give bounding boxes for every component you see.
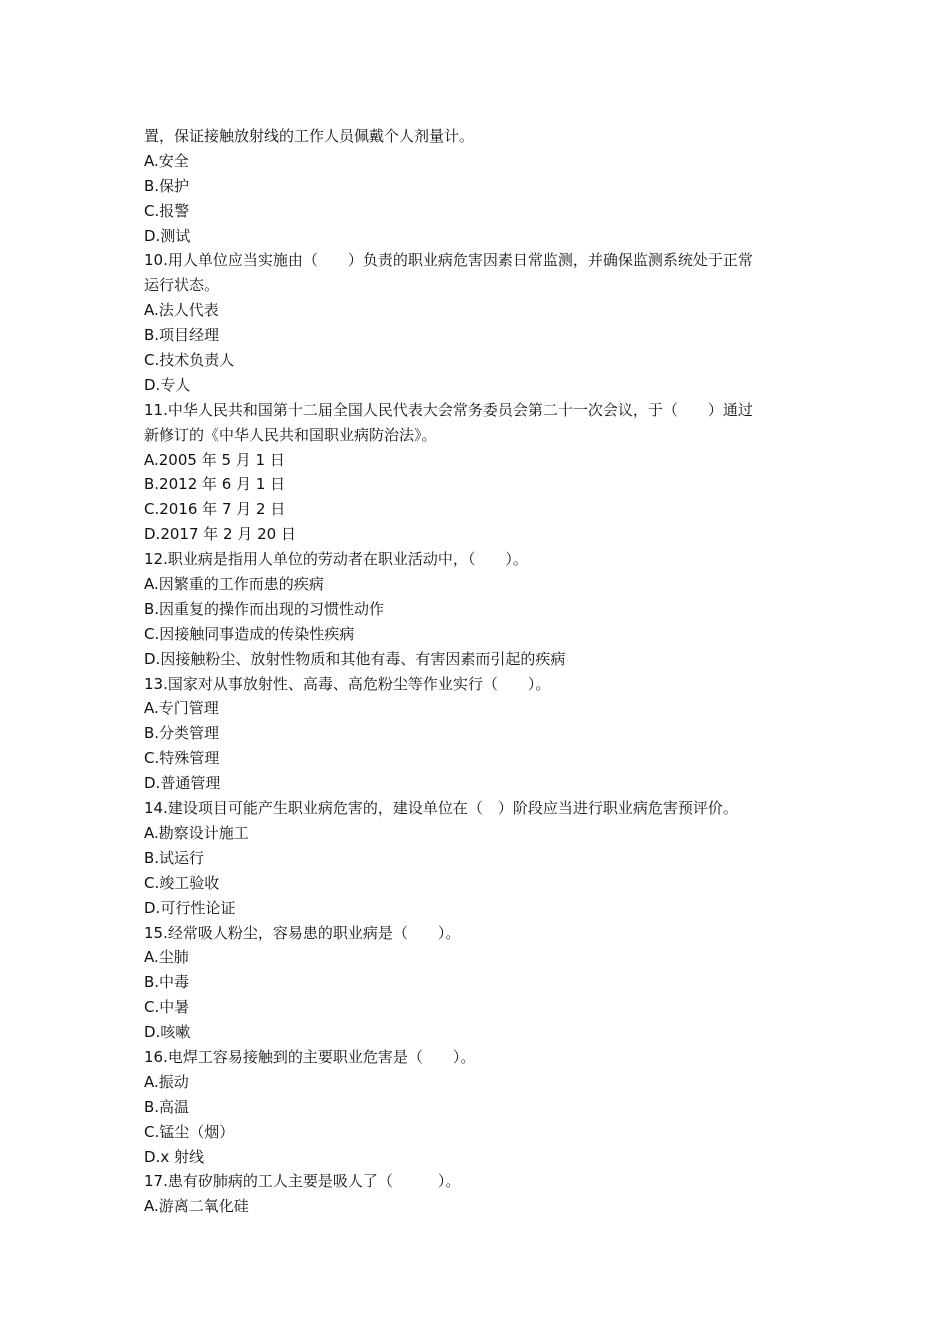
question-16-option-b: B.高温 xyxy=(144,1097,190,1116)
question-10-option-b: B.项目经理 xyxy=(144,326,220,345)
question-14-option-b: B.试运行 xyxy=(144,848,205,867)
question-10-stem-continuation: 运行状态。 xyxy=(144,276,220,295)
question-13-option-d: D.普通管理 xyxy=(144,774,221,793)
question-11-option-b: B.2012 年 6 月 1 日 xyxy=(144,475,286,494)
question-15-stem: 15.经常吸人粉尘，容易患的职业病是（ ）。 xyxy=(144,923,461,942)
question-11-option-c: C.2016 年 7 月 2 日 xyxy=(144,500,286,519)
question-12-option-b: B.因重复的操作而出现的习惯性动作 xyxy=(144,599,385,618)
question-14-option-a: A.勘察设计施工 xyxy=(144,823,249,842)
question-11-option-d: D.2017 年 2 月 20 日 xyxy=(144,525,296,544)
question-13-option-c: C.特殊管理 xyxy=(144,749,220,768)
question-16-option-c: C.锰尘（烟） xyxy=(144,1122,235,1141)
question-12-stem: 12.职业病是指用人单位的劳动者在职业活动中，（ ）。 xyxy=(144,550,528,569)
question-16-option-d: D.x 射线 xyxy=(144,1147,204,1166)
question-14-option-c: C.竣工验收 xyxy=(144,873,220,892)
question-11-option-a: A.2005 年 5 月 1 日 xyxy=(144,450,285,469)
question-11-stem-continuation: 新修订的《中华人民共和国职业病防治法》。 xyxy=(144,425,437,444)
question-13-option-b: B.分类管理 xyxy=(144,724,220,743)
question-12-option-d: D.因接触粉尘、放射性物质和其他有毒、有害因素而引起的疾病 xyxy=(144,649,566,668)
question-10-option-c: C.技术负责人 xyxy=(144,351,235,370)
question-10-stem: 10.用人单位应当实施由（ ）负责的职业病危害因素日常监测，并确保监测系统处于正常 xyxy=(144,251,753,270)
question-16-option-a: A.振动 xyxy=(144,1072,189,1091)
question-12-option-a: A.因繁重的工作而患的疾病 xyxy=(144,575,324,594)
question-9-option-a: A.安全 xyxy=(144,151,189,170)
question-11-stem: 11.中华人民共和国第十二届全国人民代表大会常务委员会第二十一次会议，于（ ）通过 xyxy=(144,400,753,419)
question-13-stem: 13.国家对从事放射性、高毒、高危粉尘等作业实行（ ）。 xyxy=(144,674,551,693)
question-9-option-d: D.测试 xyxy=(144,226,191,245)
question-17-stem: 17.患有矽肺病的工人主要是吸人了（ ）。 xyxy=(144,1172,461,1191)
question-9-option-c: C.报警 xyxy=(144,201,190,220)
question-10-option-d: D.专人 xyxy=(144,375,191,394)
question-15-option-a: A.尘肺 xyxy=(144,948,189,967)
question-10-option-a: A.法人代表 xyxy=(144,301,219,320)
question-14-stem: 14.建设项目可能产生职业病危害的，建设单位在（ ）阶段应当进行职业病危害预评价。 xyxy=(144,799,738,818)
document-body xyxy=(144,124,808,1219)
question-16-stem: 16.电焊工容易接触到的主要职业危害是（ ）。 xyxy=(144,1047,476,1066)
question-17-option-a: A.游离二氧化硅 xyxy=(144,1197,249,1216)
question-9-option-b: B.保护 xyxy=(144,176,190,195)
question-14-option-d: D.可行性论证 xyxy=(144,898,236,917)
question-15-option-b: B.中毒 xyxy=(144,973,190,992)
question-9-stem-continuation: 置，保证接触放射线的工作人员佩戴个人剂量计。 xyxy=(144,127,475,145)
question-15-option-c: C.中暑 xyxy=(144,998,190,1017)
question-15-option-d: D.咳嗽 xyxy=(144,1023,191,1042)
question-13-option-a: A.专门管理 xyxy=(144,699,219,718)
question-12-option-c: C.因接触同事造成的传染性疾病 xyxy=(144,624,355,643)
